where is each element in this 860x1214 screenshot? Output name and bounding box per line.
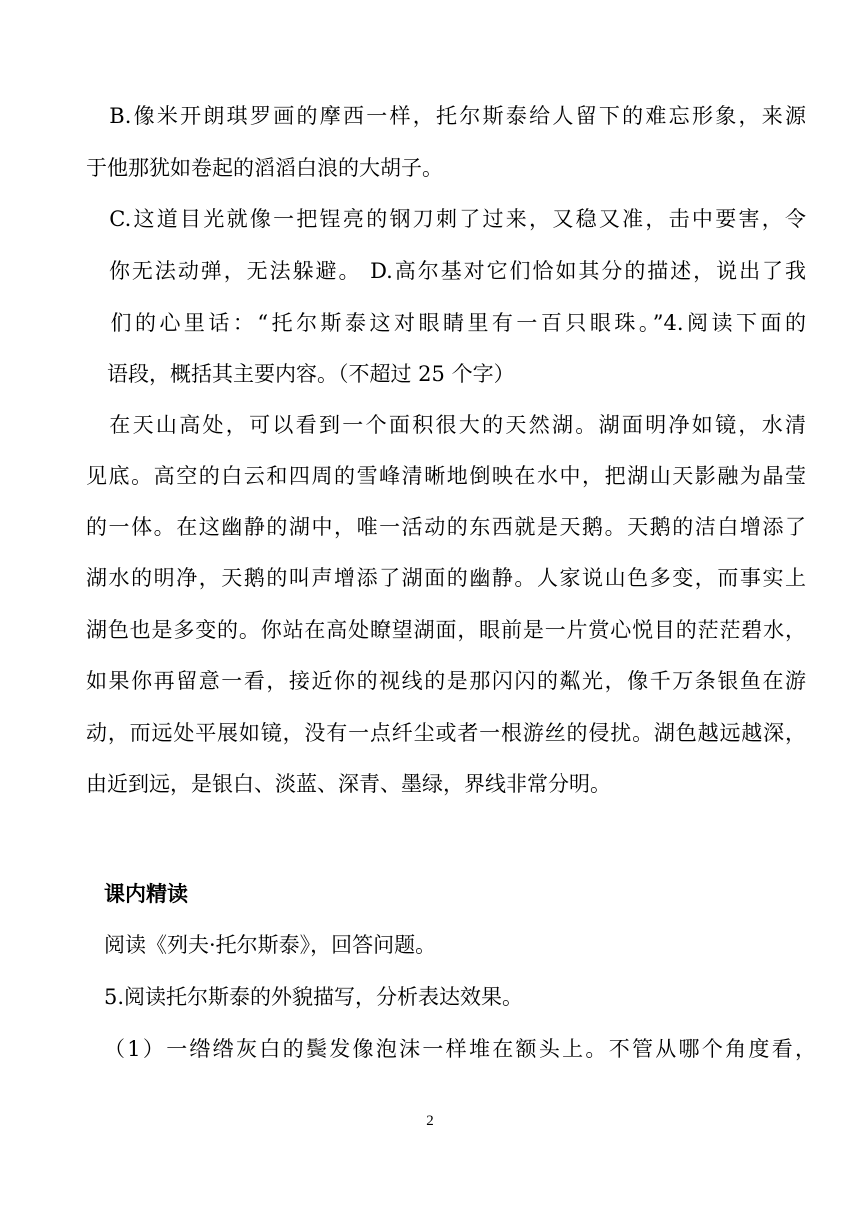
paragraph-line: （1）一绺绺灰白的鬓发像泡沫一样堆在额头上。不管从哪个角度看， bbox=[104, 1037, 816, 1061]
paragraph-line: 们的心里话：“托尔斯泰这对眼睛里有一百只眼珠。”4.阅读下面的 bbox=[86, 311, 806, 335]
section-heading: 课内精读 bbox=[104, 882, 188, 906]
paragraph-line: C.这道目光就像一把锃亮的钢刀刺了过来，又稳又准，击中要害，令 bbox=[86, 207, 806, 231]
paragraph-line: 湖水的明净，天鹅的叫声增添了湖面的幽静。人家说山色多变，而事实上 bbox=[86, 566, 806, 590]
paragraph-line: 5.阅读托尔斯泰的外貌描写，分析表达效果。 bbox=[104, 985, 524, 1009]
paragraph-line: 于他那犹如卷起的滔滔白浪的大胡子。 bbox=[86, 156, 443, 180]
paragraph-line: 你无法动弹，无法躲避。 D.高尔基对它们恰如其分的描述，说出了我 bbox=[86, 259, 806, 283]
paragraph-line: B.像米开朗琪罗画的摩西一样，托尔斯泰给人留下的难忘形象，来源 bbox=[86, 104, 806, 128]
paragraph-line: 的一体。在这幽静的湖中，唯一活动的东西就是天鹅。天鹅的洁白增添了 bbox=[86, 515, 806, 539]
paragraph-line: 见底。高空的白云和四周的雪峰清晰地倒映在水中，把湖山天影融为晶莹 bbox=[86, 464, 806, 488]
paragraph-line: 湖色也是多变的。你站在高处瞭望湖面，眼前是一片赏心悦目的茫茫碧水， bbox=[86, 618, 806, 642]
page-number: 2 bbox=[426, 1113, 434, 1129]
paragraph-line: 语段，概括其主要内容。（不超过 25 个字） bbox=[86, 362, 515, 386]
paragraph-line: 动，而远处平展如镜，没有一点纤尘或者一根游丝的侵扰。湖色越远越深， bbox=[86, 721, 806, 745]
paragraph-line: 阅读《列夫·托尔斯泰》，回答问题。 bbox=[104, 933, 437, 957]
paragraph-line: 由近到远，是银白、淡蓝、深青、墨绿，界线非常分明。 bbox=[86, 772, 611, 796]
paragraph-line: 如果你再留意一看，接近你的视线的是那闪闪的粼光，像千万条银鱼在游 bbox=[86, 669, 806, 693]
paragraph-line: 在天山高处，可以看到一个面积很大的天然湖。湖面明净如镜，水清 bbox=[86, 413, 806, 437]
